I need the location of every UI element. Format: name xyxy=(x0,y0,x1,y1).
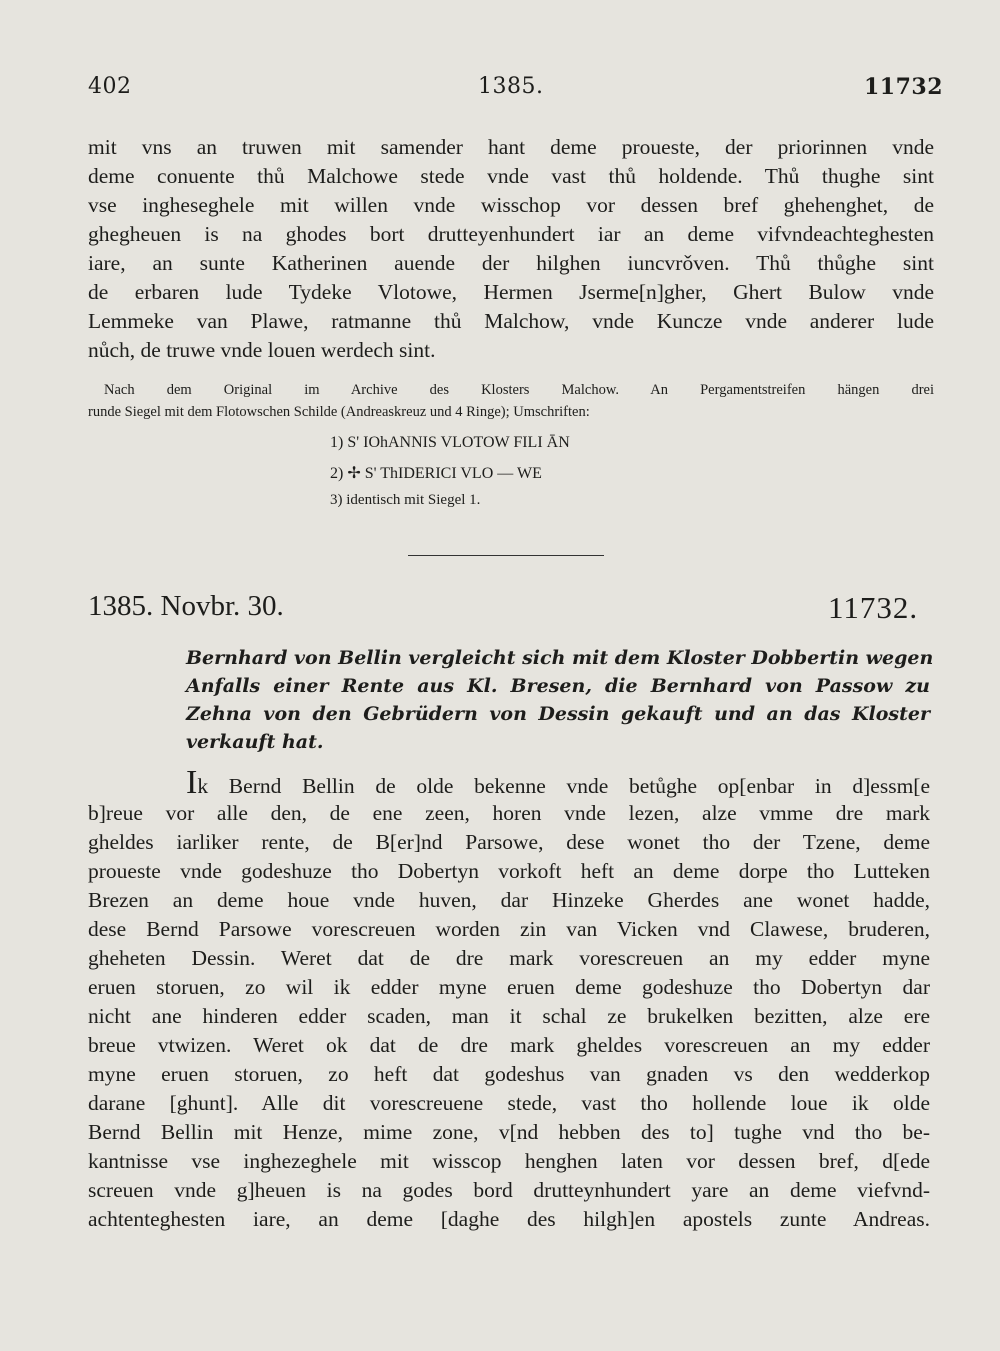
summary-line: verkauft hat. xyxy=(186,731,324,753)
text-line: Lemmeke van Plawe, ratmanne thů Malchow, vnde Kuncze vnde anderer lude xyxy=(88,309,934,333)
body-line: kantnisse vse inghezeghele mit wisscop henghen laten vor dessen bref, d[ede xyxy=(88,1149,930,1173)
summary-line: Anfalls einer Rente aus Kl. Bresen, die Bernhard von Passow zu xyxy=(186,675,930,697)
body-line: myne eruen storuen, zo heft dat godeshus van gnaden vs den wedderkop xyxy=(88,1062,930,1086)
inscription-2: 2) ✢ S' ThIDERICI VLO — WE xyxy=(330,465,542,482)
entry-number: 11732. xyxy=(828,590,919,625)
text-line: vse ingheseghele mit willen vnde wisschop vor dessen bref ghehenghet, de xyxy=(88,193,934,217)
body-line: eruen storuen, zo wil ik edder myne eruen deme godeshuze tho Dobertyn dar xyxy=(88,975,930,999)
text-line: nůch, de truwe vnde louen werdech sint. xyxy=(88,338,436,362)
body-line: darane [ghunt]. Alle dit vorescreuene stede, vast tho hollende loue ik olde xyxy=(88,1091,930,1115)
note-line: runde Siegel mit dem Flotowschen Schilde (Andreaskreuz und 4 Ringe); Umschriften: xyxy=(88,404,590,420)
section-divider xyxy=(408,555,604,556)
body-line: gheheten Dessin. Weret dat de dre mark vorescreuen an my edder myne xyxy=(88,946,930,970)
body-line: Brezen an deme houe vnde huven, dar Hinzeke Gherdes ane wonet hadde, xyxy=(88,888,930,912)
inscription-1: 1) S' IOhANNIS VLOTOW FILI ĀN xyxy=(330,434,570,451)
text-line: mit vns an truwen mit samender hant deme proueste, der priorinnen vnde xyxy=(88,135,934,159)
inscription-3: 3) identisch mit Siegel 1. xyxy=(330,492,481,508)
text-line: deme conuente thů Malchowe stede vnde vast thů holdende. Thů thughe sint xyxy=(88,164,934,188)
body-first-line xyxy=(186,766,930,800)
body-line: screuen vnde g]heuen is na godes bord drutteynhundert yare an deme viefvnd- xyxy=(88,1178,930,1202)
header-document-number: 11732 xyxy=(864,74,944,100)
body-line: breue vtwizen. Weret ok dat de dre mark gheldes vorescreuen an my edder xyxy=(88,1033,930,1057)
body-line: gheldes iarliker rente, de B[er]nd Parsowe, dese wonet tho der Tzene, deme xyxy=(88,830,930,854)
body-line: b]reue vor alle den, de ene zeen, horen vnde lezen, alze vmme dre mark xyxy=(88,801,930,825)
initial-letter: I xyxy=(186,764,198,801)
body-line: nicht ane hinderen edder scaden, man it schal ze brukelken bezitten, alze ere xyxy=(88,1004,930,1028)
body-line: dese Bernd Parsowe vorescreuen worden zin van Vicken vnd Clawese, bruderen, xyxy=(88,917,930,941)
page-number: 402 xyxy=(88,74,132,99)
body-line: proueste vnde godeshuze tho Dobertyn vorkoft heft an deme dorpe tho Lutteken xyxy=(88,859,930,883)
summary-line: Zehna von den Gebrüdern von Dessin gekauft und an das Kloster xyxy=(186,703,930,725)
entry-date: 1385. Novbr. 30. xyxy=(88,590,284,622)
body-line: achtenteghesten iare, an deme [daghe des hilgh]en apostels zunte Andreas. xyxy=(88,1207,930,1231)
text-line: de erbaren lude Tydeke Vlotowe, Hermen Jserme[n]gher, Ghert Bulow vnde xyxy=(88,280,934,304)
text-line: iare, an sunte Katherinen auende der hilghen iuncvrǒven. Thů thůghe sint xyxy=(88,251,934,275)
first-line-text: k Bernd Bellin de olde bekenne vnde betůghe op[enbar in d]essm[e xyxy=(197,774,930,798)
body-line: Bernd Bellin mit Henze, mime zone, v[nd hebben des to] tughe vnd tho be- xyxy=(88,1120,930,1144)
note-line: Nach dem Original im Archive des Klosters Malchow. An Pergamentstreifen hängen drei xyxy=(104,382,934,398)
header-year: 1385. xyxy=(478,74,544,99)
summary-line: Bernhard von Bellin vergleicht sich mit dem Kloster Dobbertin wegen xyxy=(186,647,934,669)
text-line: ghegheuen is na ghodes bort drutteyenhundert iar an deme vifvndeachteghesten xyxy=(88,222,934,246)
